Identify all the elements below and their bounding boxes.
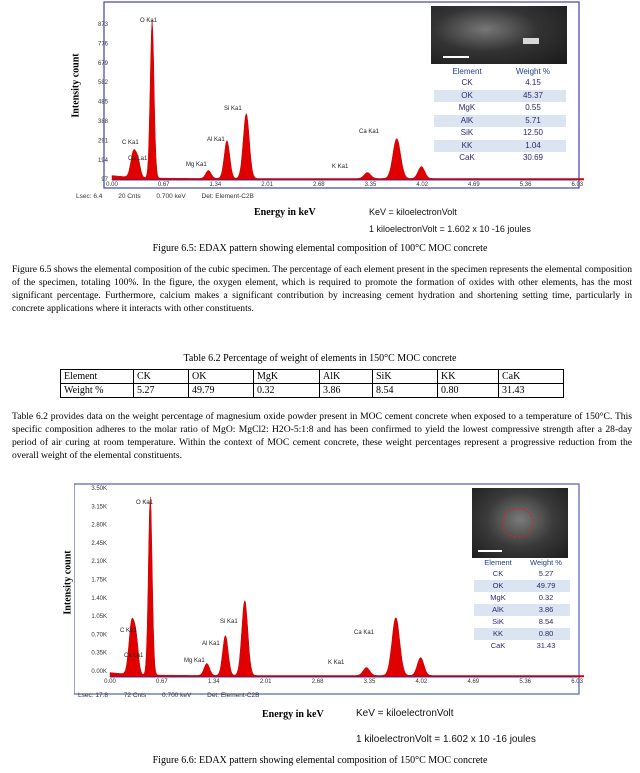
header-weight: Weight %: [530, 558, 562, 567]
td-mgk: 0.32: [254, 384, 320, 398]
sem-micrograph: [431, 6, 567, 64]
element-symbol: CaK: [459, 153, 475, 162]
y-tick-label: 3.50K: [91, 486, 107, 492]
peak-label: K Ka1: [332, 164, 349, 170]
element-weight: 30.69: [522, 153, 544, 162]
th-mgk: MgK: [254, 370, 320, 384]
footer-cnts: 72 Cnts: [123, 692, 147, 699]
peak-label: Al Ka1: [202, 641, 220, 647]
table-caption: Table 6.2 Percentage of weight of elements in 150°C MOC concrete: [183, 353, 457, 364]
element-symbol: SiK: [492, 617, 504, 626]
peak-label: Ca Ka1: [354, 630, 375, 636]
element-symbol: KK: [492, 629, 503, 638]
element-weight: 0.55: [525, 103, 541, 112]
x-tick-label: 0.00: [104, 679, 116, 685]
scan-region: [502, 508, 534, 538]
x-tick-label: 2.68: [311, 679, 324, 685]
td-sik: 8.54: [373, 384, 438, 398]
x-axis-label: Energy in keV: [262, 709, 324, 720]
table-header: [434, 66, 566, 77]
x-tick-label: 3.35: [363, 679, 376, 685]
header-weight: Weight %: [515, 67, 551, 76]
footer-det: Det: Element-C2B: [207, 692, 260, 699]
joule-definition: 1 kiloelectronVolt = 1.602 x 10 -16 joules: [356, 734, 536, 745]
x-tick-label: 4.02: [415, 679, 428, 685]
spectrum-footer: [76, 193, 376, 200]
x-tick-label: 5.36: [519, 679, 532, 685]
y-tick-label: 1.75K: [91, 577, 107, 584]
peak-label: Ca Ka1: [359, 129, 380, 135]
peak-label: Mg Ka1: [186, 162, 207, 168]
y-axis-label: Intensity count: [70, 53, 82, 118]
header-element: Element: [452, 67, 482, 76]
joule-text: 1 kiloelectronVolt = 1.602 x 10 -16 joules: [369, 224, 531, 234]
x-tick-label: 0.67: [157, 182, 170, 188]
th-alk: AlK: [320, 370, 373, 384]
y-tick-label: 0.35K: [91, 650, 107, 657]
peak-label: O Ka1: [136, 500, 154, 506]
footer-cnts: 20 Cnts: [118, 193, 141, 200]
table-header: [474, 558, 570, 568]
x-tick-label: 4.69: [467, 679, 480, 685]
peak-label: Mg Ka1: [184, 658, 205, 664]
td-cak: 31.43: [499, 384, 564, 398]
element-row: [474, 580, 570, 592]
y-tick-label: 2.80K: [91, 522, 107, 529]
element-row: [474, 640, 570, 652]
peak-label: C Ka1: [120, 628, 137, 634]
element-symbol: CK: [492, 569, 504, 578]
element-row: [434, 115, 566, 128]
x-tick-label: 2.01: [261, 182, 273, 188]
y-tick-label: 1.05K: [91, 614, 107, 621]
scan-region: [523, 38, 539, 44]
element-weight: 12.50: [522, 128, 544, 137]
td-kk: 0.80: [438, 384, 499, 398]
edax-figure-2: [62, 482, 584, 712]
element-symbol: AlK: [460, 115, 474, 125]
paragraph-2: Table 6.2 provides data on the weight percentage of magnesium oxide powder present in MOC cement concrete when exposed to a temperature of 150°C. This specific composition adheres to the molar ratio of MgO: MgCl2: H2O-5:1:8 and has been confirmed to yield the lowest compressive strength after a 28-day period of air curing at room temperature. Within the context of MOC cement concrete, these weight percentages represent a progressive reduction from the overall weight of the elemental constituents.: [12, 411, 632, 461]
element-weight: 4.15: [525, 78, 541, 87]
y-tick-label: 0.00K: [91, 669, 107, 675]
element-row: [474, 616, 570, 628]
weight-table-header-row: [61, 370, 564, 384]
element-symbol: CaK: [490, 641, 506, 650]
x-tick-label: 5.36: [519, 182, 532, 188]
element-weight: 5.27: [538, 569, 554, 578]
th-kk: KK: [438, 370, 499, 384]
y-tick-label: 2.10K: [91, 559, 107, 566]
y-tick-label: 194: [97, 157, 108, 164]
td-ok: 49.79: [189, 384, 254, 398]
element-weight: 0.32: [538, 593, 554, 602]
y-axis-label: Intensity count: [62, 550, 74, 615]
y-tick-label: 0.70K: [91, 632, 107, 639]
element-row: [434, 127, 566, 140]
footer-kev: 0.700 keV: [156, 193, 186, 200]
x-tick-label: 6.03: [571, 679, 583, 685]
figure-caption-1: Figure 6.5: EDAX pattern showing elemental composition of 100°C MOC concrete: [152, 243, 488, 254]
element-weight: 49.79: [536, 581, 556, 590]
td-label: Weight %: [61, 384, 134, 398]
element-symbol: OK: [461, 90, 473, 100]
peak-label: Si Ka1: [224, 106, 242, 112]
weight-table-value-row: [61, 384, 564, 398]
x-tick-label: 1.34: [209, 182, 222, 188]
peak-label: Al Ka1: [207, 137, 225, 143]
kev-definition: KeV = kiloelectronVolt: [369, 207, 457, 217]
x-tick-label: 0.67: [156, 679, 168, 685]
x-tick-label: 1.34: [207, 679, 220, 685]
peak-label: Si Ka1: [220, 619, 238, 625]
peak-label: Ca La1: [128, 156, 148, 162]
footer-det: Det: Element-C2B: [201, 193, 254, 200]
element-weight: 3.86: [538, 605, 554, 614]
element-symbol: AlK: [492, 605, 504, 614]
weight-table: [60, 369, 564, 398]
x-tick-label: 6.03: [571, 182, 584, 188]
footer-lsec: Lsec: 6.4: [76, 193, 103, 200]
y-tick-label: 3.15K: [91, 504, 107, 511]
element-symbol: KK: [461, 140, 473, 150]
element-symbol: MgK: [490, 593, 506, 602]
element-weight: 45.37: [522, 90, 544, 100]
y-tick-label: 1.40K: [91, 595, 107, 602]
figure-caption-2: Figure 6.6: EDAX pattern showing elemental composition of 150°C MOC concrete: [152, 755, 488, 766]
footer-lsec: Lsec: 17.8: [78, 692, 108, 699]
peak-label: Ca La1: [124, 653, 144, 659]
element-symbol: SiK: [460, 128, 474, 137]
element-row: [474, 604, 570, 616]
header-element: Element: [484, 558, 512, 567]
scale-bar: [478, 550, 502, 552]
y-tick-label: 873: [97, 22, 108, 28]
y-tick-label: 291: [97, 138, 108, 145]
td-alk: 3.86: [320, 384, 373, 398]
element-row: [434, 102, 566, 115]
kev-definition: KeV = kiloelectronVolt: [356, 708, 454, 719]
y-tick-label: 679: [97, 60, 108, 67]
y-tick-label: 2.45K: [91, 540, 107, 547]
y-tick-label: 485: [97, 99, 108, 106]
spectrum-footer: [78, 692, 378, 699]
y-tick-label: 776: [97, 41, 108, 48]
element-weight: 1.04: [525, 140, 541, 150]
th-sik: SiK: [373, 370, 438, 384]
element-row: [474, 568, 570, 580]
element-row: [434, 152, 566, 165]
peak-label: C Ka1: [122, 140, 139, 146]
element-weight-table: [474, 558, 570, 652]
element-row: [434, 90, 566, 103]
th-cak: CaK: [499, 370, 564, 384]
element-weight: 8.54: [538, 617, 554, 626]
x-axis-label: Energy in keV: [254, 207, 316, 218]
element-row: [434, 140, 566, 153]
x-tick-label: 2.01: [259, 679, 272, 685]
paragraph-1: Figure 6.5 shows the elemental composition of the cubic specimen. The percentage of each element present in the specimen represents the elemental composition of the specimen, totaling 100%. In the figure, the oxygen element, which is required to promote the formation of oxides with other elements, has the most significant percentage. Furthermore, calcium makes a significant contribution by increasing cement hydration and shortening setting time, particularly in concrete applications where it interacts with other constituents.: [12, 264, 633, 314]
element-symbol: MgK: [458, 103, 476, 112]
x-tick-label: 4.02: [416, 182, 429, 188]
x-tick-label: 2.68: [312, 182, 325, 188]
sem-micrograph: [472, 488, 568, 558]
element-weight: 5.71: [525, 115, 541, 125]
element-row: [474, 628, 570, 640]
peak-label: K Ka1: [328, 660, 345, 666]
x-tick-label: 0.00: [106, 182, 118, 188]
y-tick-label: 388: [97, 119, 108, 125]
th-element: Element: [61, 370, 134, 384]
element-weight: 0.80: [538, 629, 554, 638]
y-tick-label: 582: [97, 80, 108, 87]
peak-label: O Ka1: [140, 18, 158, 24]
footer-kev: 0.700 keV: [162, 692, 192, 699]
x-tick-label: 4.69: [468, 182, 480, 188]
joule-definition: [369, 224, 531, 234]
element-symbol: CK: [461, 78, 473, 87]
element-weight: 31.43: [536, 641, 556, 650]
td-ck: 5.27: [134, 384, 189, 398]
element-symbol: OK: [492, 581, 504, 590]
x-tick-label: 3.35: [364, 182, 377, 188]
th-ok: OK: [189, 370, 254, 384]
element-row: [434, 77, 566, 90]
y-tick-label: 97: [101, 177, 108, 184]
element-row: [474, 592, 570, 604]
th-ck: CK: [134, 370, 189, 384]
element-weight-table: [434, 66, 566, 165]
scale-bar: [443, 56, 469, 58]
